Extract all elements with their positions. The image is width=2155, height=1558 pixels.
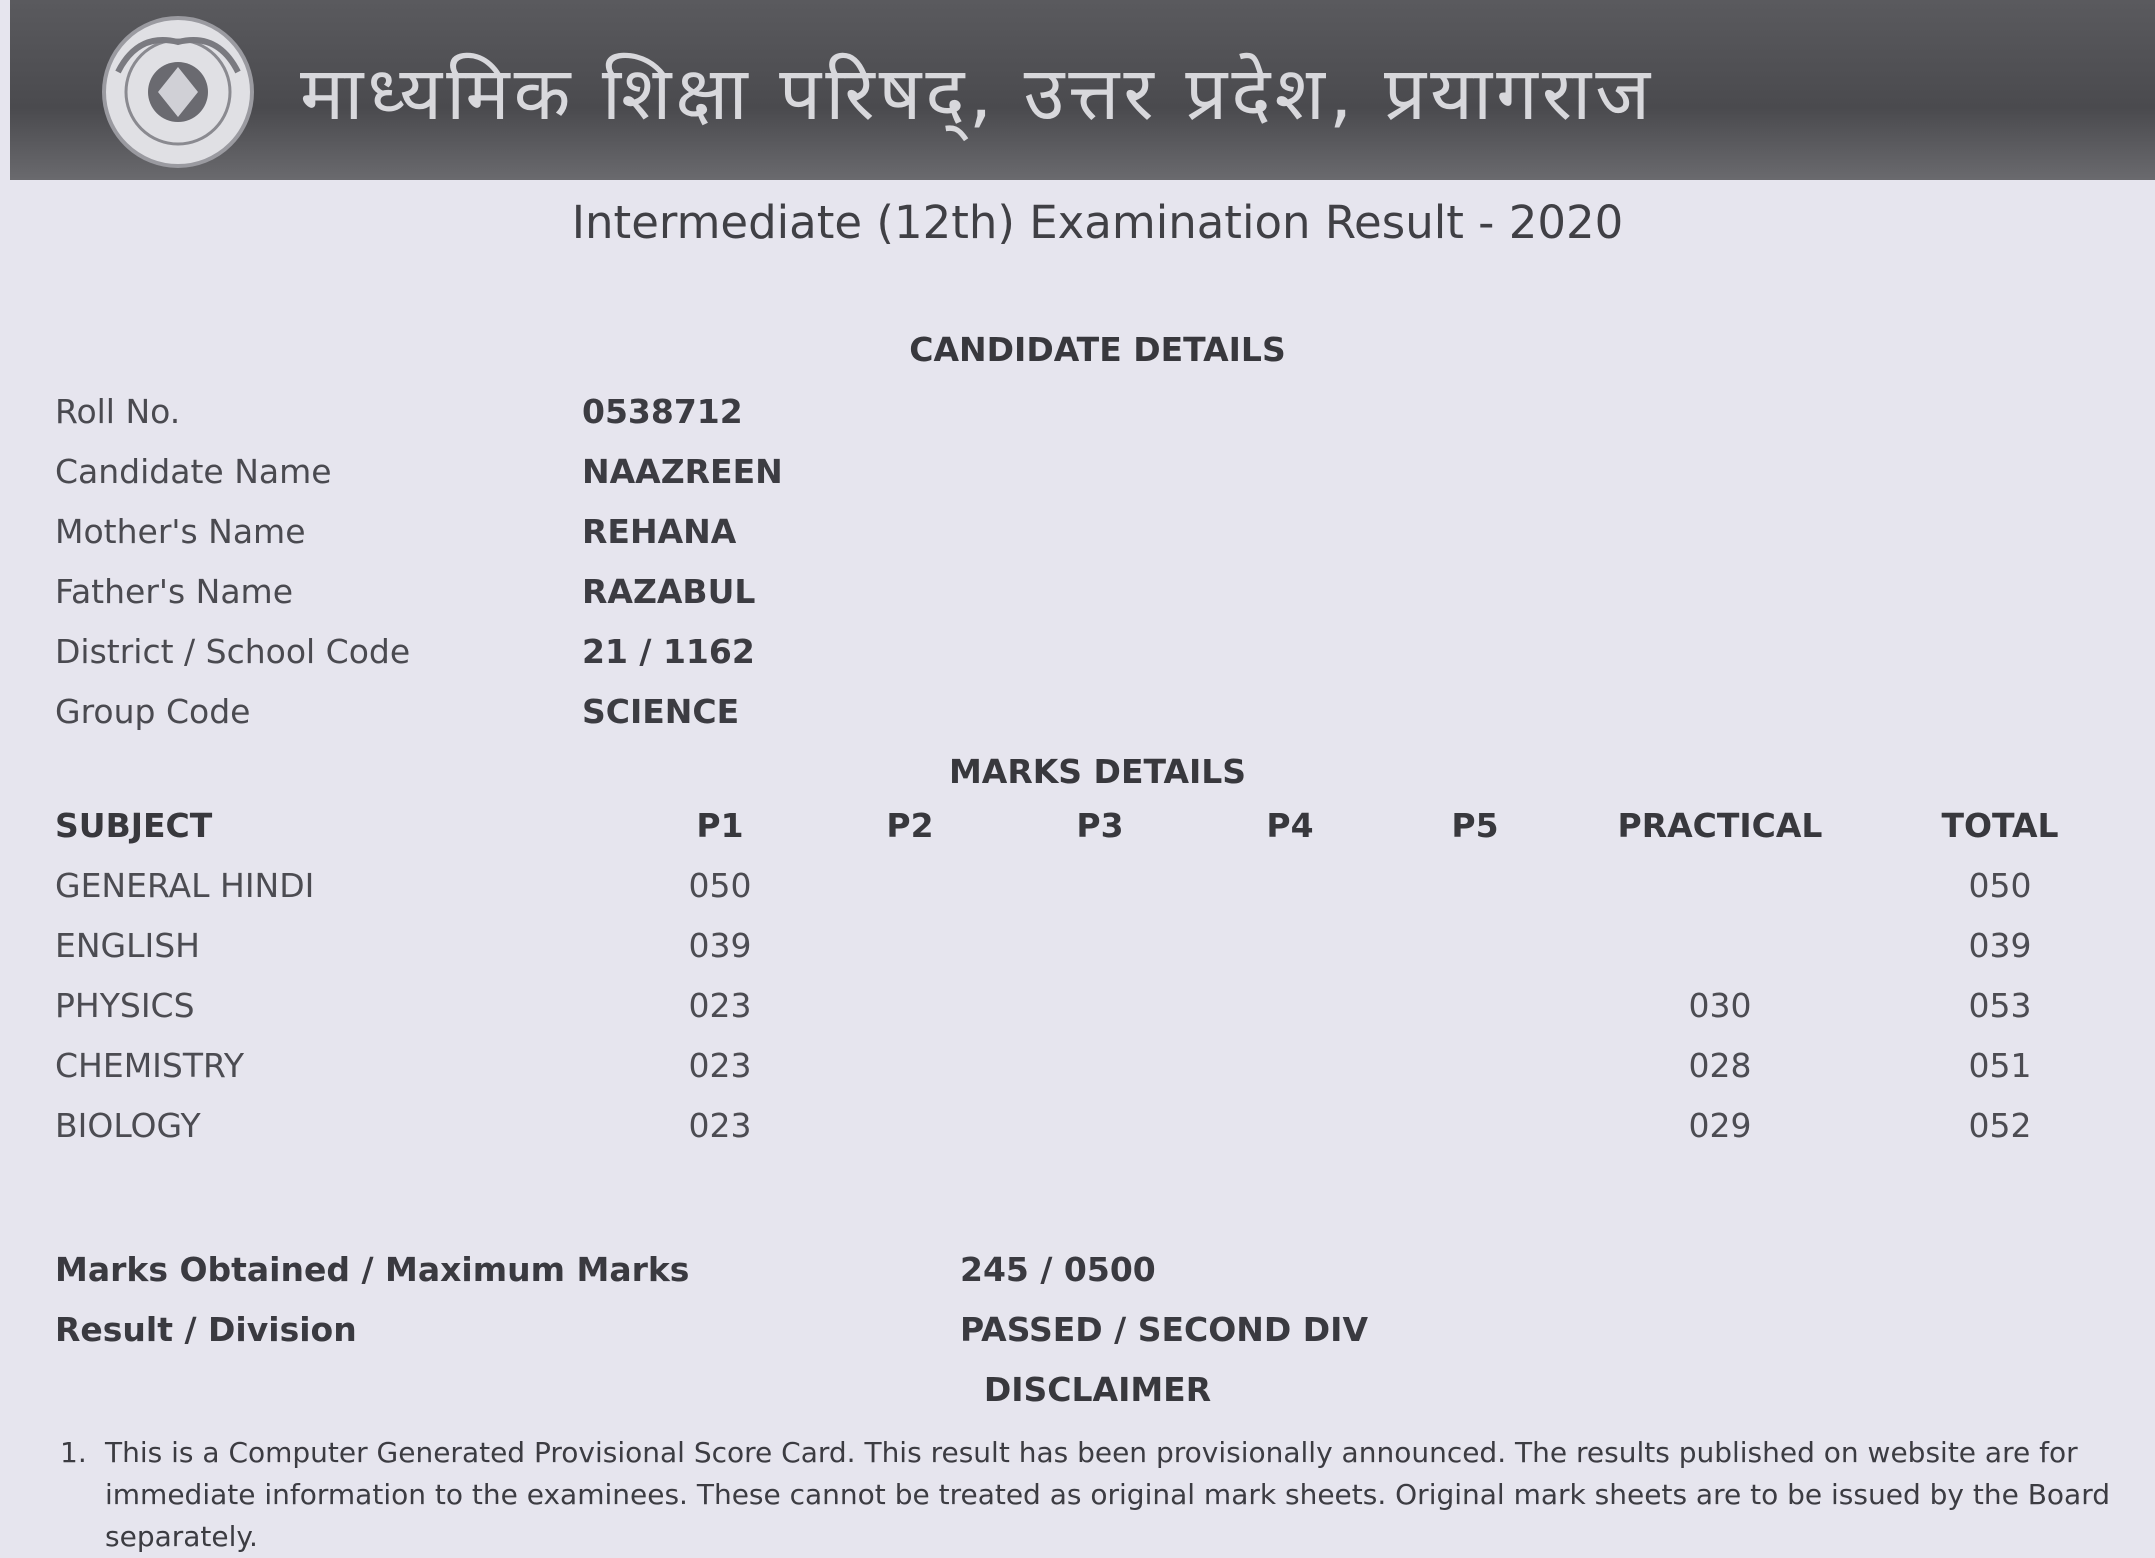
cell-total: 050 <box>1968 866 2032 905</box>
detail-label: Group Code <box>55 692 251 731</box>
cell-practical: 030 <box>1688 986 1752 1025</box>
header-p1: P1 <box>696 806 744 845</box>
result-division-value: PASSED / SECOND DIV <box>960 1310 1369 1349</box>
detail-value: RAZABUL <box>582 572 756 611</box>
cell-subject: BIOLOGY <box>55 1106 201 1145</box>
cell-subject: ENGLISH <box>55 926 200 965</box>
marks-obtained-label: Marks Obtained / Maximum Marks <box>55 1250 690 1289</box>
cell-practical: 028 <box>1688 1046 1752 1085</box>
cell-p1: 039 <box>688 926 752 965</box>
detail-value: SCIENCE <box>582 692 740 731</box>
detail-label: Roll No. <box>55 392 181 431</box>
table-row <box>55 986 2115 1046</box>
cell-p1: 023 <box>688 986 752 1025</box>
detail-label: District / School Code <box>55 632 411 671</box>
cell-total: 053 <box>1968 986 2032 1025</box>
page-title: Intermediate (12th) Examination Result - 2020 <box>571 196 1624 249</box>
header-practical: PRACTICAL <box>1617 806 1823 845</box>
marks-details-title: MARKS DETAILS <box>948 752 1247 791</box>
result-division-label: Result / Division <box>55 1310 357 1349</box>
header-total: TOTAL <box>1941 806 2059 845</box>
board-logo-icon <box>98 12 258 172</box>
cell-subject: GENERAL HINDI <box>55 866 315 905</box>
marks-table <box>55 806 2115 1166</box>
board-name: माध्यमिक शिक्षा परिषद्, उत्तर प्रदेश, प्रयागराज <box>300 51 1655 137</box>
detail-value: 21 / 1162 <box>582 632 755 671</box>
table-row <box>55 866 2115 926</box>
cell-total: 039 <box>1968 926 2032 965</box>
disclaimer-text: This is a Computer Generated Provisional Score Card. This result has been provisionally announced. The results published on website are for immediate information to the examinees. These cannot be treated as original mark sheets. Original mark sheets are to be issued by the Board separately. <box>105 1436 2111 1553</box>
cell-practical: 029 <box>1688 1106 1752 1145</box>
disclaimer-title: DISCLAIMER <box>983 1370 1212 1409</box>
table-row <box>55 926 2115 986</box>
marks-header-row <box>55 806 2115 866</box>
header-band <box>10 0 2155 180</box>
header-p3: P3 <box>1076 806 1124 845</box>
header-p2: P2 <box>886 806 934 845</box>
cell-p1: 050 <box>688 866 752 905</box>
detail-value: 0538712 <box>582 392 743 431</box>
marks-obtained-value: 245 / 0500 <box>960 1250 1156 1289</box>
cell-subject: PHYSICS <box>55 986 195 1025</box>
table-row <box>55 1106 2115 1166</box>
detail-value: REHANA <box>582 512 737 551</box>
cell-p1: 023 <box>688 1046 752 1085</box>
detail-label: Father's Name <box>55 572 294 611</box>
cell-p1: 023 <box>688 1106 752 1145</box>
cell-subject: CHEMISTRY <box>55 1046 244 1085</box>
cell-total: 051 <box>1968 1046 2032 1085</box>
header-p4: P4 <box>1266 806 1314 845</box>
detail-label: Candidate Name <box>55 452 332 491</box>
candidate-details-title: CANDIDATE DETAILS <box>909 330 1286 369</box>
disclaimer-number: 1. <box>60 1436 87 1469</box>
detail-value: NAAZREEN <box>582 452 783 491</box>
detail-label: Mother's Name <box>55 512 306 551</box>
cell-total: 052 <box>1968 1106 2032 1145</box>
header-p5: P5 <box>1451 806 1499 845</box>
table-row <box>55 1046 2115 1106</box>
header-subject: SUBJECT <box>55 806 213 845</box>
